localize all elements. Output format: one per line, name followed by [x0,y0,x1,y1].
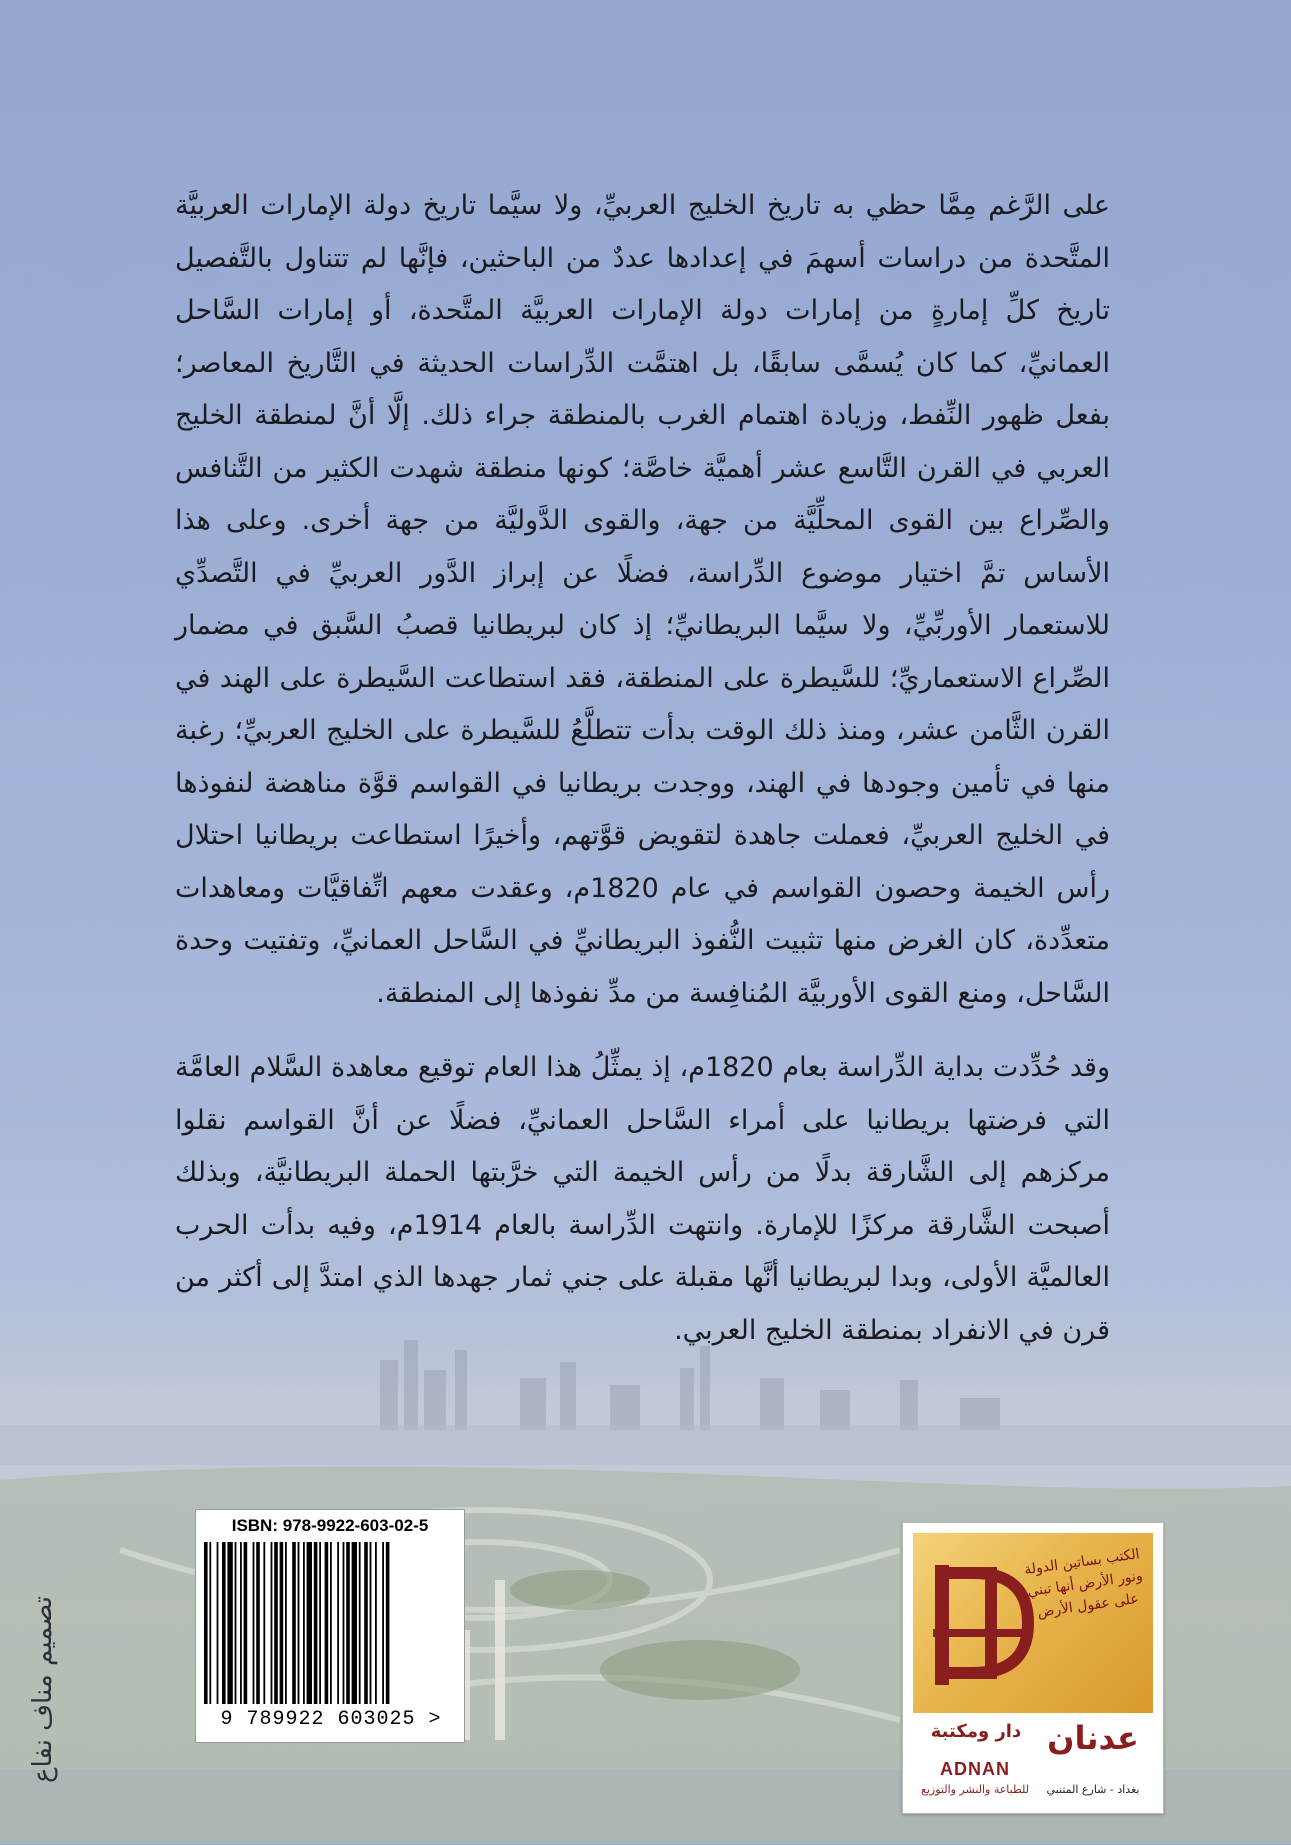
publisher-slogan: الكتب بساتين الدولة ونور الأرض أنها تبني على عقول الأرض [1023,1546,1144,1621]
publisher-name-block [913,1719,1153,1805]
publisher-address: بغداد - شارع المتنبي [1046,1783,1140,1796]
barcode-number: 9 789922 603025 > [220,1708,442,1731]
publisher-emblem [913,1533,1153,1713]
designer-credit: تصميم مناف نفاع [28,1596,58,1784]
isbn-label: ISBN: 978-9922-603-02-5 [231,1516,429,1535]
isbn-barcode [195,1509,465,1743]
blurb-paragraph-1: على الرَّغم مِمَّا حظي به تاريخ الخليج العربيِّ، ولا سيَّما تاريخ دولة الإمارات العربيَّة المتَّحدة من دراسات أسهمَ في إعدادها عددٌ من الباحثين، فإنَّها لم تتناول بالتَّفصيل تاريخ كلِّ إمارةٍ من إمارات دولة الإمارات العربيَّة المتَّحدة، أو إمارات السَّاحل العمانيِّ، كما كان يُسمَّى سابقًا، بل اهتمَّت الدِّراسات الحديثة في التَّاريخ المعاصر؛ بفعل ظهور النِّفط، وزيادة اهتمام الغرب بالمنطقة جراء ذلك. إلَّا أنَّ لمنطقة الخليج العربي في القرن التَّاسع عشر أهميَّة خاصَّة؛ كونها منطقة شهدت الكثير من التَّنافس والصِّراع بين القوى المحلِّيَّة من جهة، والقوى الدَّوليَّة من جهة أخرى. وعلى هذا الأساس تمَّ اختيار موضوع الدِّراسة، فضلًا عن إبراز الدَّور العربيِّ في التَّصدِّي للاستعمار الأوربِّيِّ، ولا سيَّما البريطانيِّ؛ إذ كان لبريطانيا قصبُ السَّبق في مضمار الصِّراع الاستعماريِّ؛ للسَّيطرة على المنطقة، فقد استطاعت السَّيطرة على الهند في القرن الثَّامن عشر، ومنذ ذلك الوقت بدأت تتطلَّعُ للسَّيطرة على الخليج العربيِّ؛ رغبة منها في تأمين وجودها في الهند، ووجدت بريطانيا في القواسم قوَّة مناهضة لنفوذها في الخليج العربيِّ، فعملت جاهدة لتقويض قوَّتهم، وأخيرًا استطاعت بريطانيا احتلال رأس الخيمة وحصون القواسم في عام 1820م، وعقدت معهم اتِّفاقيَّات ومعاهدات متعدِّدة، كان الغرض منها تثبيت النُّفوذ البريطانيِّ في السَّاحل العمانيِّ، وتفتيت وحدة السَّاحل، ومنع القوى الأوربيَّة المُنافِسة من مدِّ نفوذها إلى المنطقة. [175,190,1110,1009]
publisher-description: للطباعة والنشر والتوزيع [920,1783,1029,1796]
publisher-arabic-name: عدنان [1047,1719,1139,1757]
publisher-latin-name: ADNAN [940,1759,1010,1779]
barcode-icon [204,1542,456,1704]
publisher-logo [902,1522,1164,1814]
blurb-text [175,180,1110,1357]
blurb-paragraph-2: وقد حُدِّدت بداية الدِّراسة بعام 1820م، إذ يمثِّلُ هذا العام توقيع معاهدة السَّلام العامَّة التي فرضتها بريطانيا على أمراء السَّاحل العمانيِّ، فضلًا عن أنَّ القواسم نقلوا مركزهم إلى الشَّارقة بدلًا من رأس الخيمة التي خرَّبتها الحملة البريطانيَّة، وبذلك أصبحت الشَّارقة مركزًا للإمارة. وانتهت الدِّراسة بالعام 1914م، وفيه بدأت الحرب العالميَّة الأولى، وبدا لبريطانيا أنَّها مقبلة على جني ثمار جهدها الذي امتدَّ إلى أكثر من قرن في الانفراد بمنطقة الخليج العربي. [175,1052,1110,1346]
publisher-house-label: دار ومكتبة [930,1721,1022,1742]
